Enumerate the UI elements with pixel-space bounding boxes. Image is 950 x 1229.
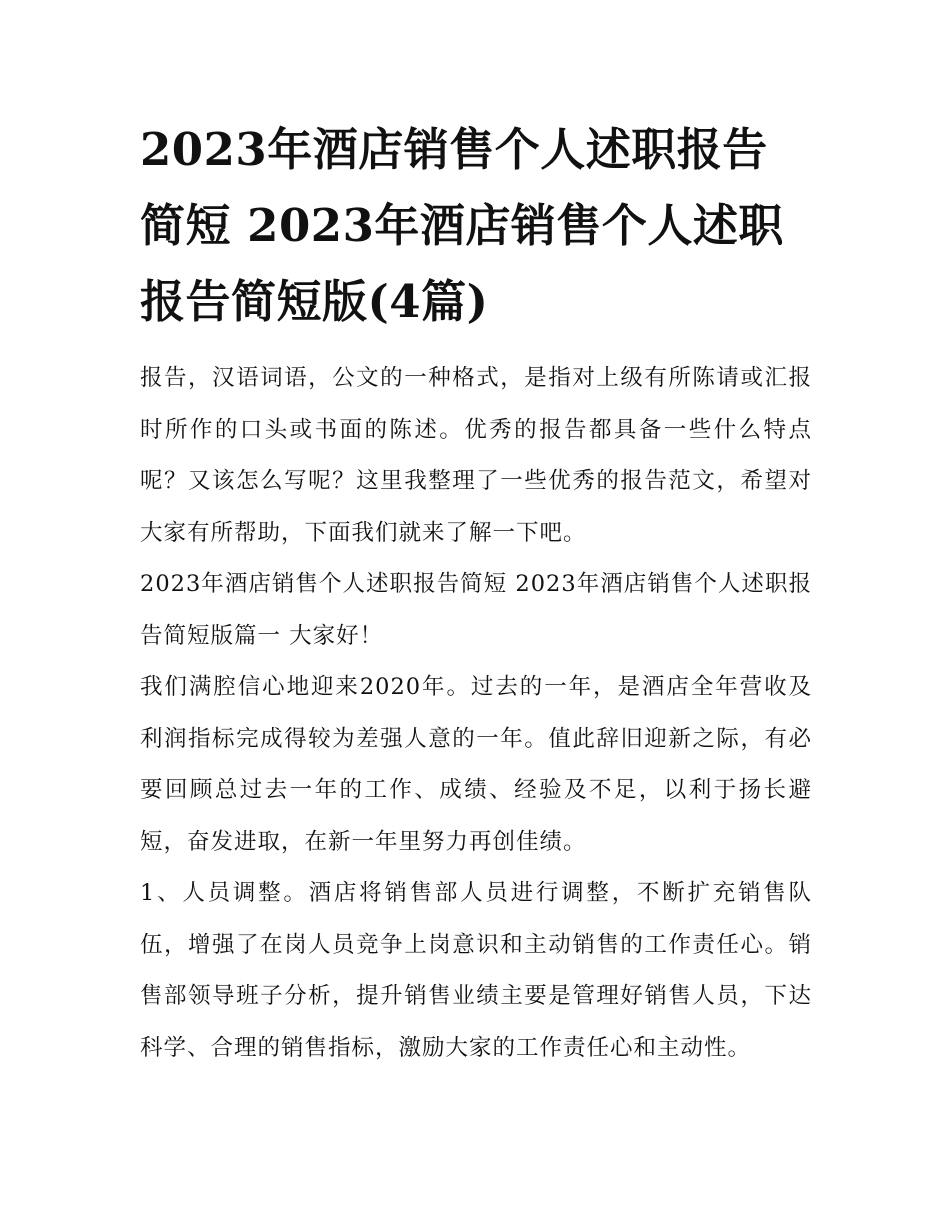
- document-page: [140, 112, 812, 1074]
- section-heading-paragraph: 2023年酒店销售个人述职报告简短 2023年酒店销售个人述职报告简短版篇一 大家好！: [140, 571, 812, 649]
- document-title: 2023年酒店销售个人述职报告简短 2023年酒店销售个人述职报告简短版(4篇): [140, 123, 784, 328]
- intro-paragraph: 报告，汉语词语，公文的一种格式，是指对上级有所陈请或汇报时所作的口头或书面的陈述。优秀的报告都具备一些什么特点呢？又该怎么写呢？这里我整理了一些优秀的报告范文，希望对大家有所帮助，下面我们就来了解一下吧。: [140, 365, 812, 546]
- review-paragraph: 我们满腔信心地迎来2020年。过去的一年，是酒店全年营收及利润指标完成得较为差强人意的一年。值此辞旧迎新之际，有必要回顾总过去一年的工作、成绩、经验及不足，以利于扬长避短，奋发进取，在新一年里努力再创佳绩。: [140, 674, 812, 855]
- document-body: [140, 353, 812, 1074]
- staff-adjustment-paragraph: 1、人员调整。酒店将销售部人员进行调整，不断扩充销售队伍，增强了在岗人员竞争上岗意识和主动销售的工作责任心。销售部领导班子分析，提升销售业绩主要是管理好销售人员，下达科学、合理的销售指标，激励大家的工作责任心和主动性。: [140, 880, 812, 1061]
